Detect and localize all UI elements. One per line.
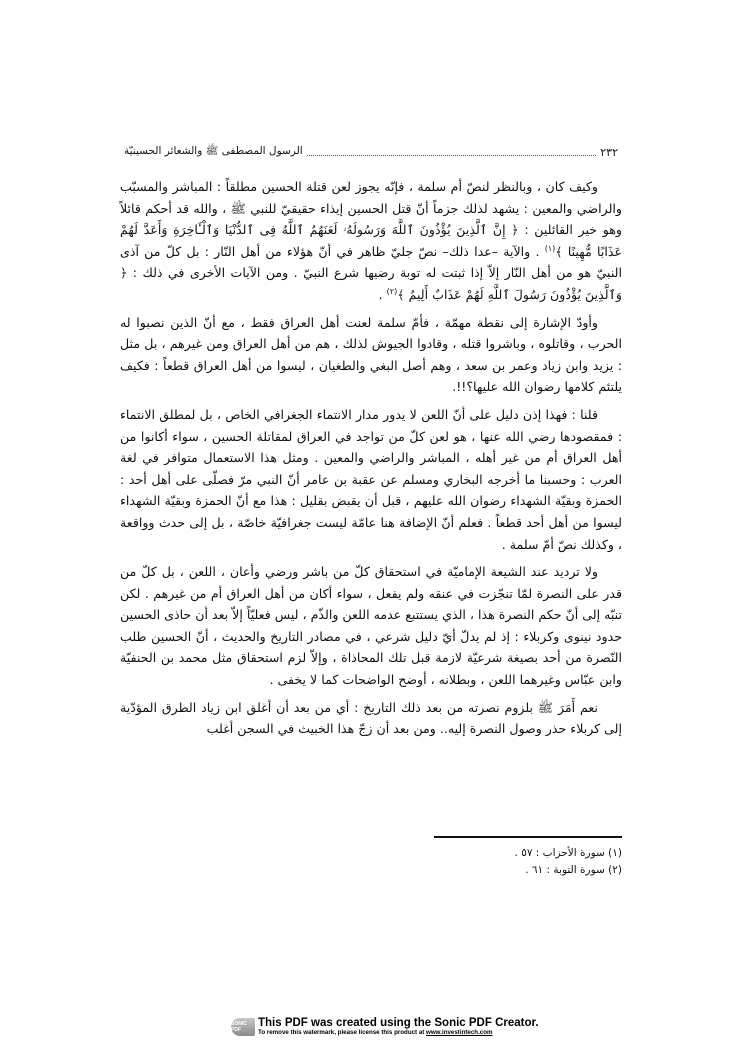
paragraph bbox=[120, 176, 622, 306]
watermark-line2 bbox=[258, 1029, 539, 1037]
watermark-line2-text: To remove this watermark, please license this product at bbox=[258, 1029, 427, 1036]
paragraph: قلنا : فهذا إذن دليل على أنّ اللعن لا يدور مدار الانتماء الجغرافي الخاص ، بل لمطلق الانتماء : فمقصودها رضي الله عنها ، هو لعن كلّ من تواجد في العراق لمقاتلة الحسين ، سواء أكانوا من أهل العراق أم من غير أهله ، المباشر والراضي والمعين . ومثل هذا الاستعمال متوافر في لغة العرب : وحسبنا ما أخرجه البخاري ومسلم عن عقبة بن عامر أنّ النبي مرّ فصلّى على أهل أحد : الحمزة وبقيّة الشهداء رضوان الله عليهم ، قبل أن يقبض بقليل : هذا مع أنّ الحمزة وبقيّة الشهداء ليسوا من أهل أحد قطعاً . فعلم أنّ الإضافة هنا عامّة ليست جغرافيّة خاصّة ، بل إلى حدث وواقعة ، وكذلك نصّ أمّ سلمة . bbox=[120, 406, 622, 552]
quran-quote: ﴿ وَٱلَّذِينَ يُؤْذُونَ رَسُولَ ٱللَّهِ لَهُمْ عَذَابٌ أَلِيمٌ ﴾ bbox=[120, 265, 622, 302]
running-title: الرسول المصطفى ﷺ والشعائر الحسينيّة bbox=[124, 144, 303, 157]
quran-quote: ﴿ إِنَّ ٱلَّذِينَ يُؤْذُونَ ٱللَّهَ وَرَسُولَهُۥ لَعَنَهُمُ ٱللَّهُ فِى ٱلدُّنْيَا وَٱلْـَٔاخِرَةِ وَأَعَدَّ لَهُمْ عَذَابًا مُّهِينًا ﴾ bbox=[120, 222, 622, 259]
footnote: (٢) سورة التوبة : ٦١ . bbox=[525, 864, 622, 876]
pdf-watermark bbox=[231, 1014, 539, 1040]
footnotes bbox=[322, 845, 622, 879]
paragraph: وأودّ الإشارة إلى نقطة مهمّة ، فأمّ سلمة لعنت أهل العراق فقط ، مع أنّ الذين نصبوا له الحرب ، وقاتلوه ، وباشروا قتله ، وقادوا الجيوش لذلك ، هم من أهل العراق ومن غيرهم ، بل مثل : يزيد وابن زياد وعمر بن سعد ، وهم أصل البغي والطغيان ، ليسوا من أهل العراق قطعاً : فكيف يلتئم كلامها رضوان الله عليها؟!!. bbox=[120, 314, 622, 395]
paragraph-text: . والآية –عدا ذلك– نصّ جليّ ظاهر في أنّ هؤلاء من أهل النّار : بل كلّ من آذى النبيّ هو من أهل النّار إلاّ إذا ثبتت له توبة رضيها شرع النبيّ . ومن الآيات الأخرى في ذلك : bbox=[120, 243, 622, 281]
footnote-ref[interactable]: (١) bbox=[544, 243, 556, 253]
footnote-ref[interactable]: (٢) bbox=[386, 286, 398, 296]
footnote: (١) سورة الأحزاب : ٥٧ . bbox=[514, 847, 622, 859]
paragraph: نعم أَمَرَ ﷺ بلزوم نصرته من بعد ذلك التاريخ : أي من بعد أن أغلق ابن زياد الطرق المؤدّية إلى كربلاء حذر وصول النصرة إليه.. ومن بعد أن زجّ هذا الخبيث في السجن أغلب bbox=[120, 699, 622, 737]
footnote-separator bbox=[434, 836, 622, 838]
watermark-line1: This PDF was created using the Sonic PDF Creator. bbox=[258, 1017, 539, 1029]
header-dot-leader bbox=[307, 154, 597, 156]
paragraph: ولا ترديد عند الشيعة الإماميّة في استحقاق كلّ من باشر ورضي وأعان ، اللعن ، بل كلّ من قدر على النصرة لمّا تنجّزت في عنقه ولم يفعل ، سواء أكان من أهل العراق أم من غيرهم . لكن تنبّه إلى أنّ حكم النصرة هذا ، الذي يستتبع عدمه اللعن والذّم ، ليس فعليّاً إلاّ بعد أن حاذى الحسين حدود نينوى وكربلاء : إذ لم يدلّ أيّ دليل شرعي ، في مصادر التاريخ والحديث ، أنّ الحسين طلب النّصرة من أحد بصيغة شرعيّة لازمة قبل تلك المحاذاة ، وإلاّ لزم استحقاق مثل محمد بن الحنفيّة وابن عبّاس وغيرهما اللعن ، وبطلانه ، أوضح الواضحات كما لا يخفى . bbox=[120, 564, 622, 688]
page-number: ٢٣٢ bbox=[600, 145, 618, 159]
paragraph-text: وكيف كان ، وبالنظر لنصّ أم سلمة ، فإنّه يجوز لعن قتلة الحسين مطلقاً : المباشر والمسبّب والراضي والمعين : يشهد لذلك جزماً أنّ قتل الحسين إيذاء حقيقيّ للنبي ﷺ ، والله قد أحكم قائلاً وهو خير القائلين : bbox=[120, 179, 623, 238]
running-header bbox=[120, 142, 622, 162]
document-page bbox=[120, 0, 622, 1053]
paragraph-text: . bbox=[378, 286, 387, 302]
watermark-text bbox=[258, 1017, 539, 1037]
sonic-pdf-logo-icon: SONIC PDF bbox=[231, 1018, 255, 1036]
watermark-link[interactable]: www.investintech.com bbox=[426, 1029, 493, 1036]
body-text bbox=[120, 176, 622, 746]
